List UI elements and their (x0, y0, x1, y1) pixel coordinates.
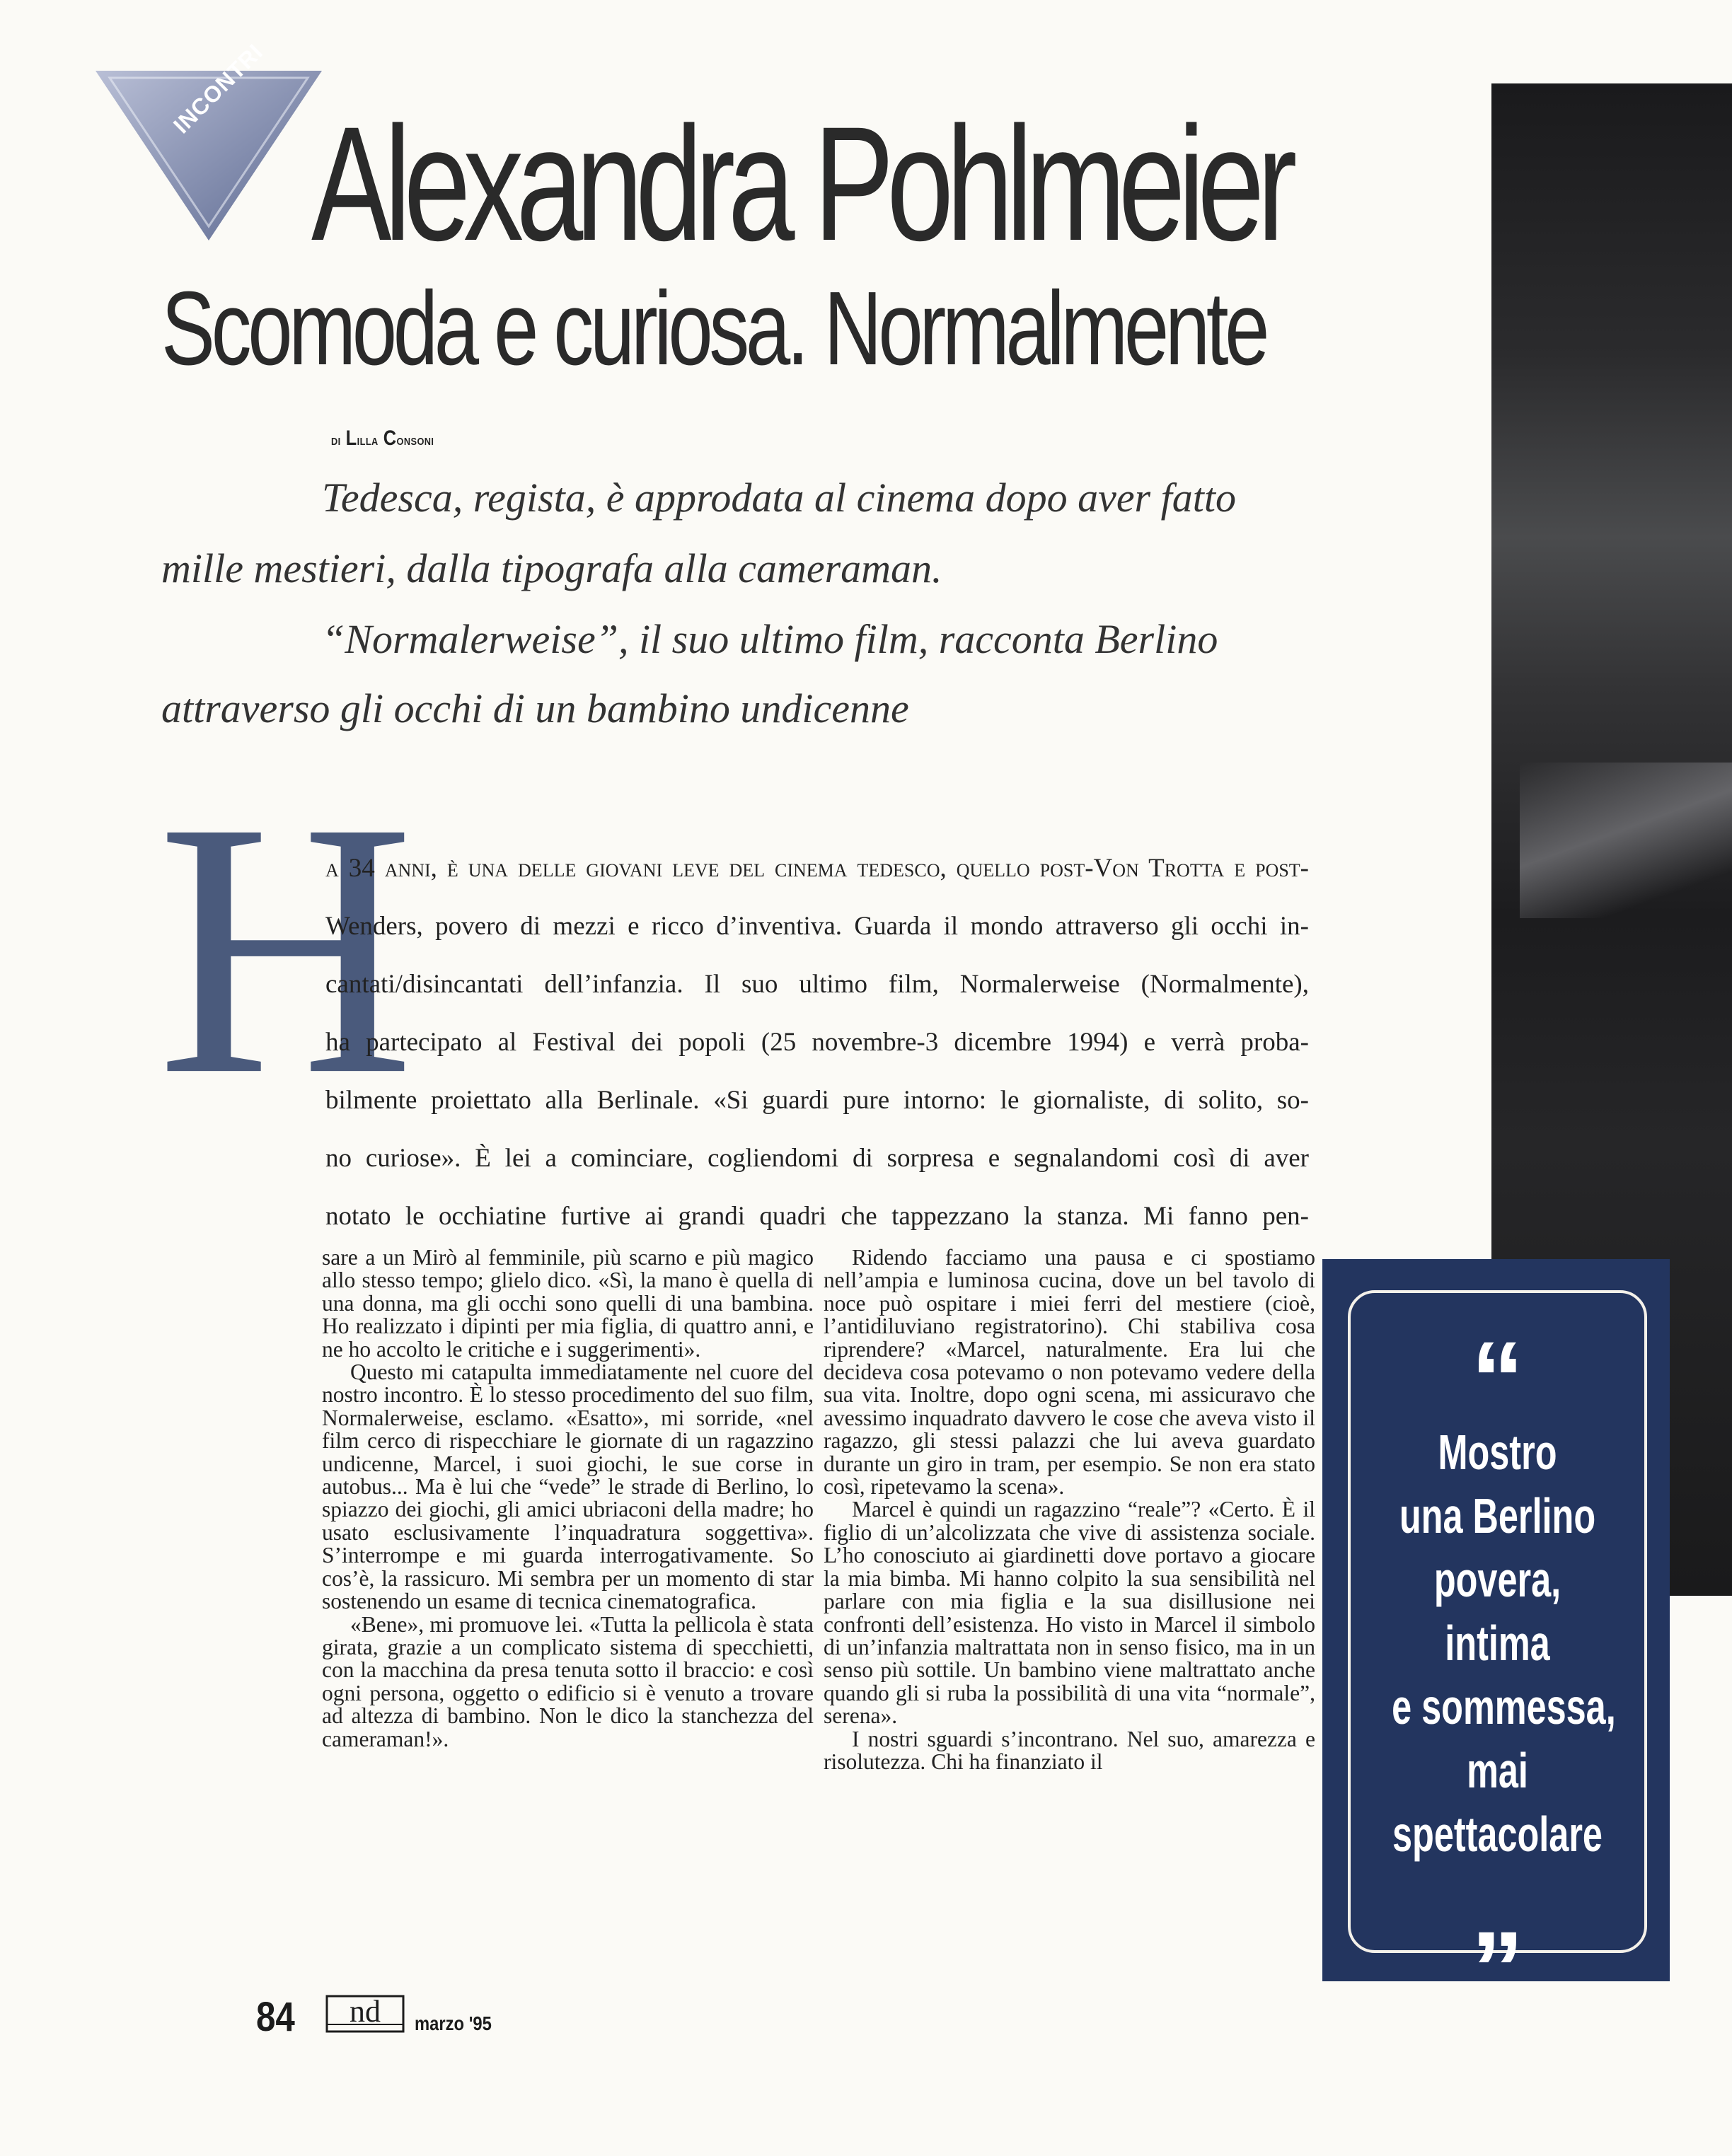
pull-quote-text (1351, 1420, 1644, 1866)
paragraph: I nostri sguardi s’incontrano. Nel suo, amarezza e risolutezza. Chi ha finanziato il (824, 1726, 1315, 1774)
pull-quote-line: mai (1467, 1743, 1528, 1798)
byline-name-2: onsoni (396, 431, 434, 448)
deck-line: attraverso gli occhi di un bambino undicenne (161, 685, 909, 731)
pull-quote (1322, 1259, 1670, 2028)
close-quote-mark: ” (1471, 1909, 1524, 2028)
byline-initial-2: C (383, 427, 397, 450)
lead-line: no curiose». È lei a cominciare, cogliendomi di sorpresa e segnalandomi così di aver (325, 1144, 1309, 1173)
body-column-right (824, 1246, 1315, 1773)
logo-text: nd (350, 1994, 381, 2029)
lead-line: notato le occhiatine furtive ai grandi quadri che tappezzano la stanza. Mi fanno pen- (325, 1202, 1309, 1231)
deck-line: “Normalerweise”, il suo ultimo film, racconta Berlino (322, 616, 1218, 662)
pull-quote-line: e sommessa, (1392, 1679, 1616, 1734)
paragraph: sare a un Mirò al femminile, più scarno e più magico allo stesso tempo; glielo dico. «Sì, la mano è quella di una donna, ma gli occhi sono quelli di una bambina. Ho realizzato i dipinti per mia figlia, di quattro anni, e ne ho accolto le critiche e i suggerimenti». (322, 1245, 814, 1362)
deck-line: Tedesca, regista, è approdata al cinema dopo aver fatto (322, 475, 1236, 521)
byline-name-1: illa (357, 431, 379, 448)
lead-line (325, 970, 1309, 999)
pull-quote-line: povera, (1433, 1552, 1561, 1607)
magazine-logo (325, 1993, 405, 2034)
byline-prefix: di (331, 431, 341, 448)
lead-text: cantati/disincantati dell’infanzia. Il suo ultimo film, Normalerweise (Normalmente), (325, 970, 1309, 999)
pull-quote-line: spettacolare (1392, 1807, 1603, 1862)
pull-quote-frame (1348, 1290, 1647, 2028)
byline-initial-1: L (345, 427, 357, 450)
pull-quote-line: una Berlino (1399, 1488, 1596, 1543)
lead-line (325, 854, 1309, 883)
photo-highlight (1520, 763, 1732, 918)
open-quote-mark: “ (1471, 1319, 1524, 1438)
paragraph: Ridendo facciamo una pausa e ci spostiamo nell’ampia e luminosa cucina, dove un bel tavolo di noce può ospitare i miei ferri del mestiere (cioè, l’antidiluviano registratorino). Chi stabiliva cosa riprendere? «Marcel, naturalmente. Era lui che decideva cosa potevamo o non potevamo vedere della sua vita. Inoltre, dopo ogni scena, mi assicuravo che avessimo inquadrato davvero le cose che aveva visto il ragazzo, gli stessi palazzi che lui aveva guardato durante un giro in tram, per esempio. Se non era stato così, ripetevamo la scena». (824, 1245, 1315, 1500)
byline (331, 427, 434, 455)
deck-line: mille mestieri, dalla tipografa alla cameraman. (161, 545, 942, 591)
article-title: Alexandra Pohlmeier (311, 93, 1291, 274)
lead-line: ha partecipato al Festival dei popoli (25 novembre-3 dicembre 1994) e verrà proba- (325, 1028, 1309, 1057)
pull-quote-line: intima (1445, 1616, 1550, 1671)
pull-quote-line: Mostro (1438, 1425, 1557, 1480)
issue-date: marzo '95 (415, 2012, 492, 2034)
page-number: 84 (256, 1994, 295, 2040)
article-subtitle: Scomoda e curiosa. Normalmente (161, 270, 1266, 387)
paragraph: Marcel è quindi un ragazzino “reale”? «Certo. È il figlio di un’alcolizzata che vive di assistenza sociale. L’ho conosciuto ai giardinetti dove portavo a giocare la mia bimba. Mi hanno colpito la sua sensibilità nel parlare con mia figlia e la sua disillusione nei confronti dell’esistenza. Ho visto in Marcel il simbolo di un’infanzia maltrattata non in senso fisico, ma in un senso più sottile. Un bambino viene maltrattato anche quando gli si ruba la possibilità di una vita “normale”, serena». (824, 1497, 1315, 1729)
paragraph: Questo mi catapulta immediatamente nel cuore del nostro incontro. È lo stesso procedimento del suo film, Normalerweise, esclamo. «Esatto», mi sorride, «nel film cerco di rispecchiare le giornate di un ragazzino undicenne, Marcel, i suoi giochi, le sue corse in autobus... Ma è lui che “vede” le strade di Berlino, lo spiazzo dei giochi, gli amici ubriaconi della madre; ho usato esclusivamente l’inquadratura soggettiva». S’interrompe e mi guarda interrogativamente. So cos’è, la rassicuro. Mi sembra per un momento di star sostenendo un esame di tecnica cinematografica. (322, 1360, 814, 1614)
paragraph: «Bene», mi promuove lei. «Tutta la pellicola è stata girata, grazie a un complicato sistema di specchietti, con la macchina da presa tenuta sotto il braccio: e così ogni persona, oggetto o edificio si è venuto a trovare ad altezza di bambino. Non le dico la stanchezza del cameraman!». (322, 1611, 814, 1751)
lead-line: bilmente proiettato alla Berlinale. «Si guardi pure intorno: le giornaliste, di solito, so- (325, 1086, 1309, 1115)
lead-line: Wenders, povero di mezzi e ricco d’inventiva. Guarda il mondo attraverso gli occhi in- (325, 912, 1309, 941)
drop-cap: H (157, 747, 415, 1151)
section-label: INCONTRI (168, 38, 268, 139)
body-column-left (322, 1246, 814, 1751)
lead-text: a 34 anni, è una delle giovani leve del cinema tedesco, quello post-Von Trotta e post- (325, 854, 1309, 883)
